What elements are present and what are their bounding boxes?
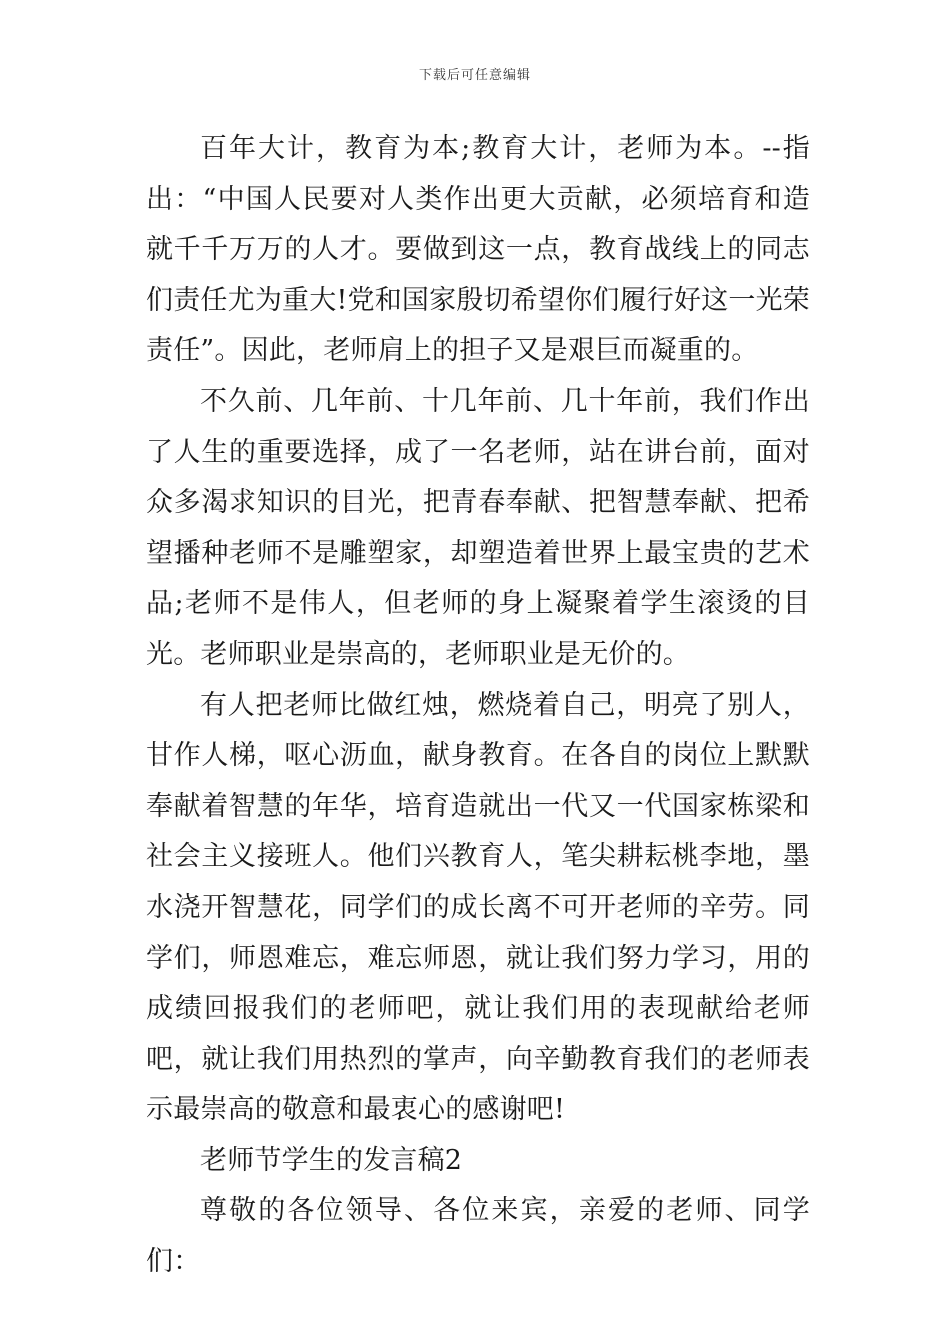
section-title: 老师节学生的发言稿2 bbox=[200, 1144, 463, 1176]
document-body bbox=[146, 124, 810, 1288]
paragraph-2: 不久前、几年前、十几年前、几十年前，我们作出了人生的重要选择，成了一名老师，站在讲台前，面对众多渴求知识的目光，把青春奉献、把智慧奉献、把希望播种老师不是雕塑家，却塑造着世界上最宝贵的艺术品;老师不是伟人，但老师的身上凝聚着学生滚烫的目光。老师职业是崇高的，老师职业是无价的。 bbox=[146, 385, 810, 670]
header-note: 下载后可任意编辑 bbox=[418, 68, 531, 83]
paragraph-1: 百年大计，教育为本;教育大计，老师为本。--指出：“中国人民要对人类作出更大贡献，必须培育和造就千千万万的人才。要做到这一点，教育战线上的同志们责任尤为重大!党和国家殷切希望你们履行好这一光荣责任”。因此，老师肩上的担子又是艰巨而凝重的。 bbox=[146, 133, 810, 367]
salutation: 尊敬的各位领导、各位来宾，亲爱的老师、同学们： bbox=[146, 1195, 810, 1278]
paragraph-3: 有人把老师比做红烛，燃烧着自己，明亮了别人，甘作人梯，呕心沥血，献身教育。在各自的岗位上默默奉献着智慧的年华，培育造就出一代又一代国家栋梁和社会主义接班人。他们兴教育人，笔尖耕耘桃李地，墨水浇开智慧花，同学们的成长离不可开老师的辛劳。同学们，师恩难忘，难忘师恩，就让我们努力学习，用的成绩回报我们的老师吧，就让我们用的表现献给老师吧，就让我们用热烈的掌声，向辛勤教育我们的老师表示最崇高的敬意和最衷心的感谢吧! bbox=[146, 689, 810, 1126]
